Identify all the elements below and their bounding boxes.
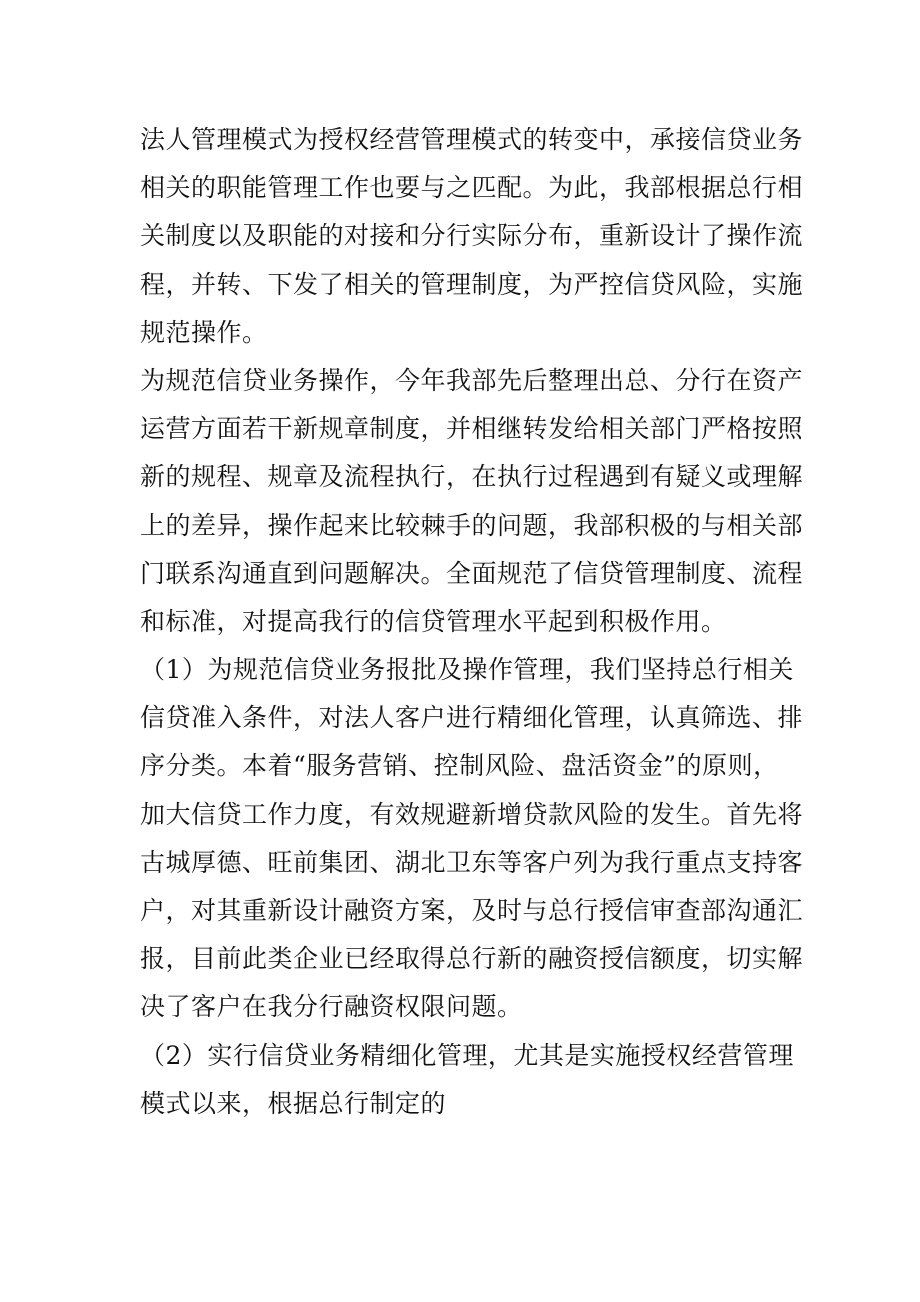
text-line: 新的规程、规章及流程执行，在执行过程遇到有疑义或理解: [140, 462, 804, 492]
text-line: （1）为规范信贷业务报批及操作管理，我们坚持总行相关: [140, 655, 794, 685]
text-line: 户，对其重新设计融资方案，及时与总行授信审查部沟通汇: [140, 896, 804, 925]
text-line: 序分类。本着“服务营销、控制风险、盘活资金”的原则，: [140, 751, 779, 781]
text-line: 上的差异，操作起来比较棘手的问题，我部积极的与相关部: [140, 510, 804, 540]
text-line: 法人管理模式为授权经营管理模式的转变中，承接信贷业务: [140, 125, 804, 154]
text-line: 门联系沟通直到问题解决。全面规范了信贷管理制度、流程: [140, 558, 804, 588]
text-line: 运营方面若干新规章制度，并相继转发给相关部门严格按照: [140, 414, 804, 444]
document-body: [140, 116, 804, 1128]
text-line: 信贷准入条件，对法人客户进行精细化管理，认真筛选、排: [140, 703, 804, 733]
text-line: 决了客户在我分行融资权限问题。: [140, 992, 523, 1022]
text-line: （2）实行信贷业务精细化管理，尤其是实施授权经营管理: [140, 1040, 794, 1070]
text-line: 规范操作。: [140, 317, 268, 347]
text-line: 模式以来，根据总行制定的: [140, 1088, 447, 1118]
text-line: 报，目前此类企业已经取得总行新的融资授信额度，切实解: [140, 944, 804, 974]
text-line: 关制度以及职能的对接和分行实际分布，重新设计了操作流: [140, 221, 804, 251]
text-line: 程，并转、下发了相关的管理制度，为严控信贷风险，实施: [140, 269, 804, 299]
text-line: 和标准，对提高我行的信贷管理水平起到积极作用。: [140, 606, 727, 636]
text-line: 加大信贷工作力度，有效规避新增贷款风险的发生。首先将: [140, 799, 804, 829]
text-line: 相关的职能管理工作也要与之匹配。为此，我部根据总行相: [140, 173, 804, 203]
text-line: 古城厚德、旺前集团、湖北卫东等客户列为我行重点支持客: [140, 847, 804, 877]
text-line: 为规范信贷业务操作，今年我部先后整理出总、分行在资产: [140, 365, 804, 395]
